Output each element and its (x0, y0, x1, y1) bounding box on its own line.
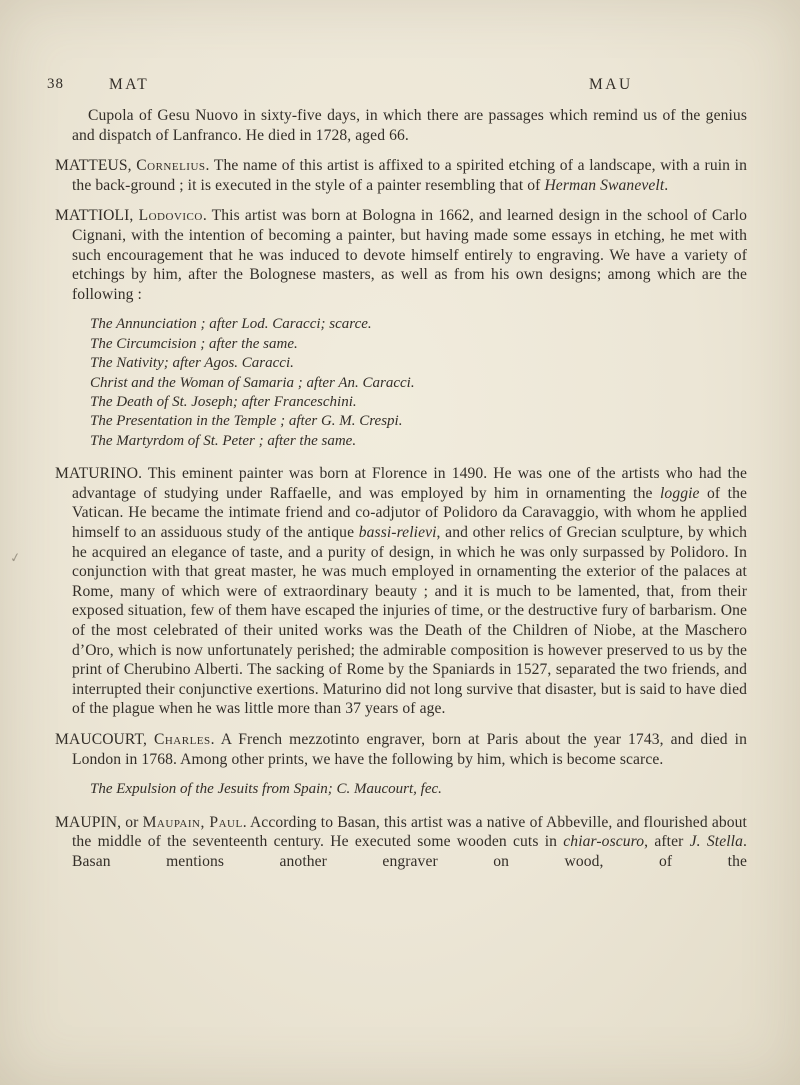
text-run: MATTIOLI, (55, 207, 139, 225)
text-run: Maupain, Paul (142, 813, 243, 831)
header-keyword-right: MAU (589, 76, 633, 93)
text-run: The Presentation in the Temple ; after G. M. Crespi. (90, 413, 403, 430)
plate-maucourt (90, 780, 747, 799)
plate-line (90, 354, 747, 373)
entry-maturino (55, 464, 747, 719)
text-run: The Annunciation ; after Lod. Caracci; scarce. (90, 316, 372, 333)
running-header (0, 76, 800, 98)
text-run: chiar-oscuro (563, 833, 645, 851)
plate-line (90, 780, 747, 799)
plate-line (90, 412, 747, 431)
text-run: MATTEUS, (55, 157, 137, 175)
text-run: , and other relics of Grecian sculpture, by which he acquired an elegance of taste, and a purity of design, in which he was only surpassed by Polidoro. In conjunction with that great master, he was much employed in ornamenting the exterior of the palaces at Rome, many of which were of extraordinary beauty ; and it is much to be lamented, that, from their exposed situation, few of them have escaped the injuries of time, or the destructive fury of barbarism. One of the most celebrated of their united works was the Death of the Children of Niobe, at the Maschero d’Oro, which is now unfortunately perished; the admirable composition is however preserved to us by the print of Cherubino Alberti. The sacking of Rome by the Spaniards in 1527, separated the two friends, and interrupted their conjunctive exertions. Maturino did not long survive that disaster, but is said to have died of the plague when he was little more than 37 years of age. (72, 523, 747, 718)
plate-line (90, 335, 747, 354)
header-keyword-left: MAT (109, 76, 150, 93)
text-run: MATURINO. This eminent painter was born at Florence in 1490. He was one of the artists who had the advantage of studying under Raffaelle, and was employed by him in ornamenting the (55, 465, 747, 502)
text-run: Charles (153, 730, 211, 748)
text-run: MAUCOURT, (55, 730, 154, 748)
entry-mattioli (55, 206, 747, 304)
plates-mattioli (90, 315, 747, 451)
continuation-cupola (55, 106, 747, 145)
plate-line (90, 374, 747, 393)
text-run: . A French mezzotinto engraver, born at Paris about the year 1743, and died in London in 1768. Among other prints, we have the following by him, which is become scarce. (72, 730, 747, 768)
text-run: , after (644, 833, 690, 851)
text-run: . The name of this artist is affixed to a spirited etching of a landscape, with a ruin in the back-ground ; it is executed in the style of a painter resembling that of (72, 157, 747, 194)
text-run: . (664, 176, 669, 194)
text-run: Herman Swanevelt (544, 176, 665, 194)
entry-maucourt (55, 730, 747, 769)
text-run: . This artist was born at Bologna in 1662, and learned design in the school of Carlo Cignani, with the intention of becoming a painter, but having made some essays in etching, he met with such encouragement that he was induced to devote himself entirely to engraving. We have a variety of etchings by him, after the Bolognese masters, as well as from his own designs; among which are the following : (72, 207, 748, 303)
margin-pencil-mark: ✓ (8, 549, 23, 566)
entry-matteus (55, 156, 747, 195)
text-run: The Circumcision ; after the same. (90, 335, 298, 352)
text-run: MAUPIN, or (55, 813, 143, 831)
entry-maupin (55, 813, 747, 872)
text-run: loggie (659, 484, 700, 502)
page-number: 38 (47, 76, 64, 92)
text-run: Cornelius (136, 157, 206, 175)
text-run: The Martyrdom of St. Peter ; after the same. (90, 432, 357, 449)
text-run: The Expulsion of the Jesuits from Spain; C. Maucourt, fec. (90, 781, 442, 798)
page-content (55, 106, 747, 882)
text-run: of the Vatican. He became the intimate friend and co-adjutor of Polidoro da Caravaggio, with whom he applied himself to an assiduous study of the antique (72, 484, 747, 541)
text-run: Cupola of Gesu Nuovo in sixty-five days, in which there are passages which remind us of the genius and dispatch of Lanfranco. He died in 1728, aged 66. (72, 107, 747, 144)
plate-line (90, 315, 747, 334)
text-run: Lodovico (138, 207, 203, 225)
text-run: J. Stella (689, 833, 744, 851)
text-run: bassi-relievi (358, 523, 437, 541)
text-run: . According to Basan, this artist was a native of Abbeville, and flourished about the middle of the seventeenth century. He executed some wooden cuts in (72, 813, 747, 851)
text-run: The Death of St. Joseph; after Franceschini. (90, 393, 357, 410)
text-run: The Nativity; after Agos. Caracci. (90, 355, 294, 372)
text-run: Christ and the Woman of Samaria ; after An. Caracci. (90, 374, 415, 391)
plate-line (90, 393, 747, 412)
plate-line (90, 432, 747, 451)
text-run: . Basan mentions another engraver on wood, of the (72, 833, 748, 870)
